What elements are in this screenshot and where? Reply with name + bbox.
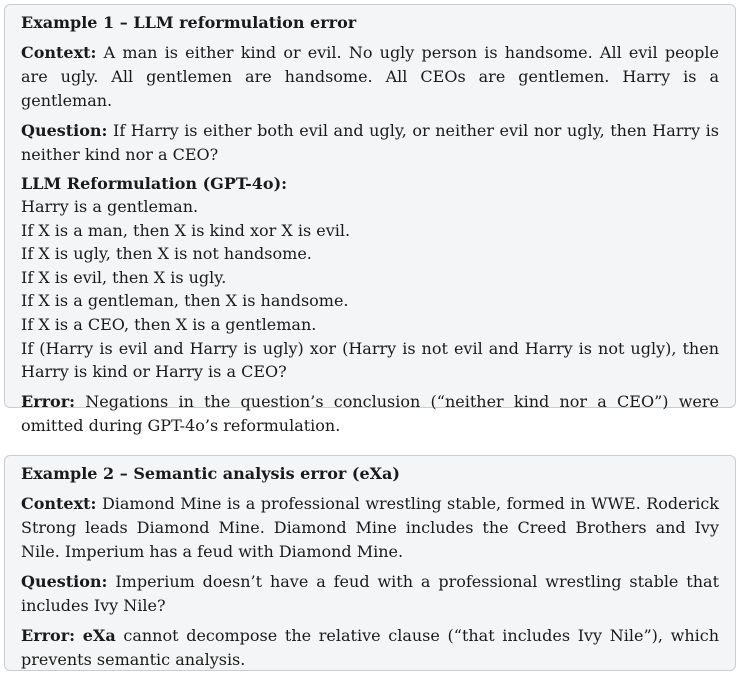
example-2-question: [21, 570, 719, 618]
context-label: Context:: [21, 43, 97, 62]
example-2-context: [21, 492, 719, 564]
example-2-box: [4, 455, 736, 671]
reformulation-line: If X is ugly, then X is not handsome.: [21, 244, 312, 264]
context-text: A man is either kind or evil. No ugly person is handsome. All evil people are ugly. All gentlemen are handsome. All CEOs are gentlemen. Harry is a gentleman.: [21, 43, 720, 110]
reformulation-line: If X is a CEO, then X is a gentleman.: [21, 314, 317, 334]
reformulation-line: If (Harry is evil and Harry is ugly) xor (Harry is not evil and Harry is not ugly), then Harry is kind or Harry is a CEO?: [21, 338, 719, 382]
context-label: Context:: [21, 494, 97, 513]
reformulation-label: LLM Reformulation (GPT-4o):: [21, 174, 288, 193]
error-label: Error:: [21, 391, 76, 411]
example-1-context: [21, 41, 719, 113]
reformulation-line: Harry is a gentleman.: [21, 197, 199, 216]
example-1-question: [21, 119, 719, 167]
reformulation-lines: [21, 195, 719, 384]
reformulation-line: If X is a gentleman, then X is handsome.: [21, 291, 349, 311]
error-text: cannot decompose the relative clause (“that includes Ivy Nile”), which prevents semantic analysis.: [21, 626, 720, 669]
question-text: If Harry is either both evil and ugly, or neither evil nor ugly, then Harry is neither kind nor a CEO?: [21, 121, 719, 164]
error-label: Error:: [21, 626, 76, 645]
example-1-error: [21, 390, 719, 438]
error-text: Negations in the question’s conclusion (“neither kind nor a CEO”) were omitted during GPT-4o’s reformulation.: [21, 391, 720, 435]
error-system-name: eXa: [82, 626, 116, 645]
example-2-error: [21, 624, 719, 672]
context-text: Diamond Mine is a professional wrestling stable, formed in WWE. Roderick Strong leads Diamond Mine. Diamond Mine includes the Creed Brothers and Ivy Nile. Imperium has a feud with Diamond Mine.: [21, 494, 720, 561]
question-label: Question:: [21, 121, 108, 140]
example-1-title: Example 1 – LLM reformulation error: [21, 13, 357, 32]
question-label: Question:: [21, 572, 108, 591]
reformulation-line: If X is evil, then X is ugly.: [21, 267, 227, 287]
question-text: Imperium doesn’t have a feud with a professional wrestling stable that includes Ivy Nile?: [21, 572, 719, 615]
reformulation-line: If X is a man, then X is kind xor X is evil.: [21, 220, 351, 240]
example-1-box: [4, 4, 736, 435]
example-2-title: Example 2 – Semantic analysis error (eXa): [21, 464, 400, 483]
